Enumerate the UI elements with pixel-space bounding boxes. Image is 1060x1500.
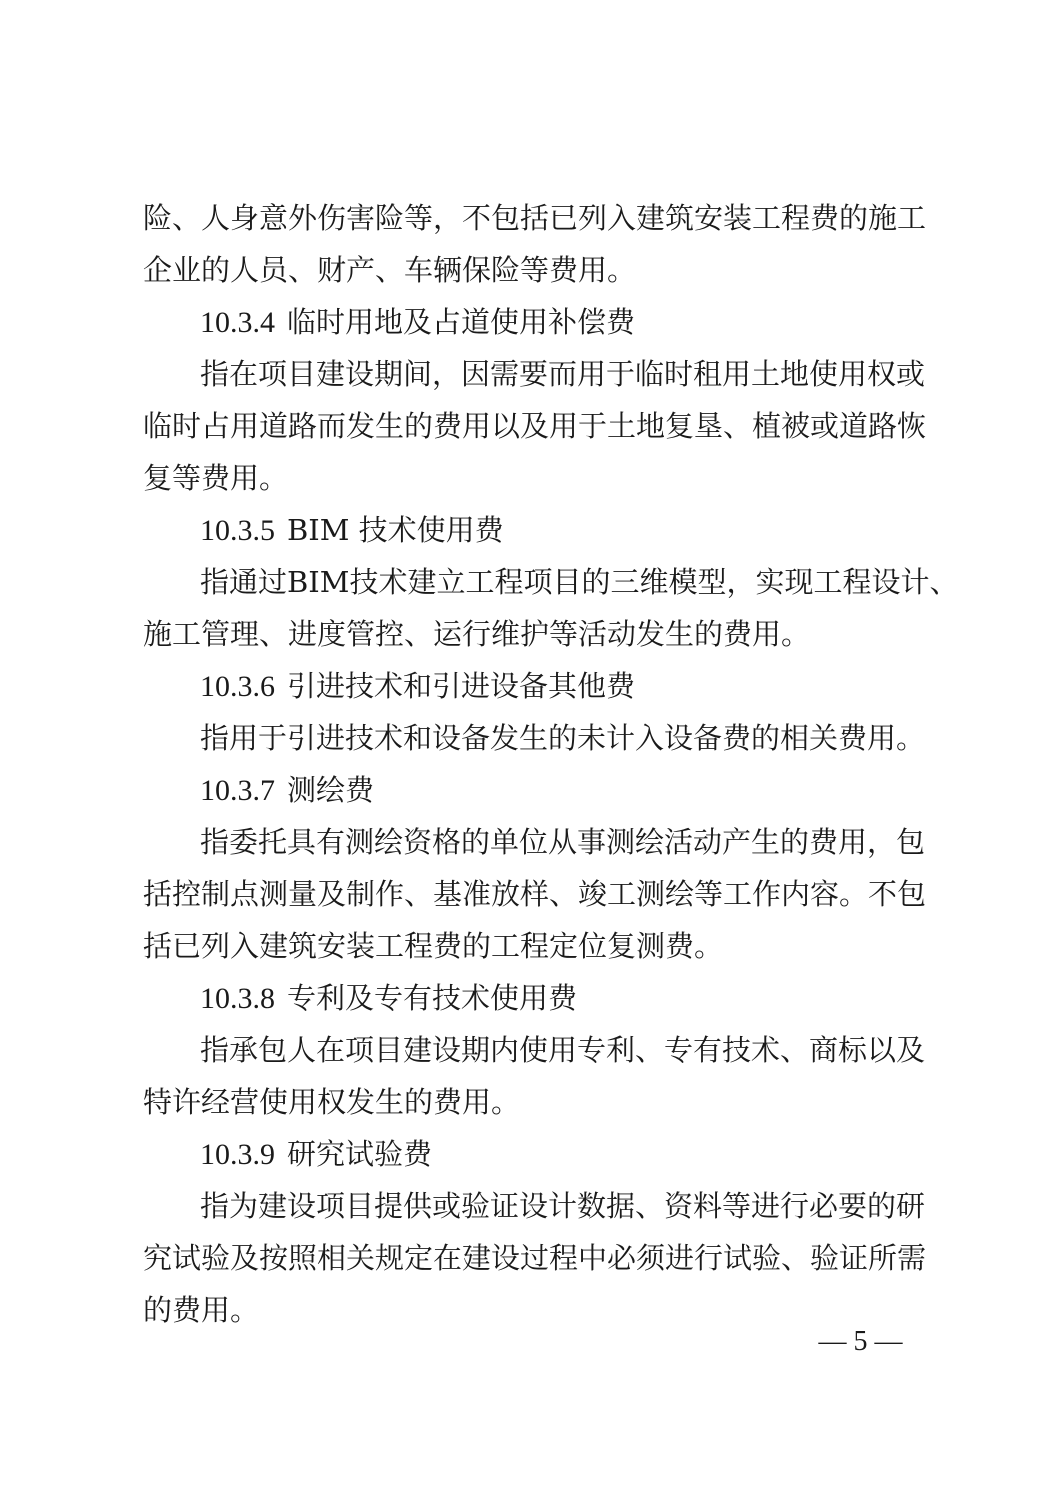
paragraph-line: 指承包人在项目建设期内使用专利、专有技术、商标以及 [200, 1033, 926, 1067]
section-title: 引进技术和引进设备其他费 [287, 669, 636, 703]
paragraph-line: 特许经营使用权发生的费用。 [143, 1085, 521, 1119]
page-number: — 5 — [818, 1326, 903, 1357]
section-number: 10.3.5 [200, 514, 275, 547]
document-body [143, 192, 959, 1336]
section-number: 10.3.4 [200, 306, 275, 339]
section-number: 10.3.8 [200, 982, 275, 1015]
section-heading-10-3-7 [143, 764, 913, 816]
section-number: 10.3.6 [200, 670, 275, 703]
paragraph-line: 施工管理、进度管控、运行维护等活动发生的费用。 [143, 617, 811, 651]
section-title: 临时用地及占道使用补偿费 [287, 305, 636, 339]
paragraph-line: 括已列入建筑安装工程费的工程定位复测费。 [143, 929, 724, 963]
paragraph-line: 指委托具有测绘资格的单位从事测绘活动产生的费用，包 [200, 825, 926, 859]
paragraph-line: 指在项目建设期间，因需要而用于临时租用土地使用权或 [200, 357, 926, 391]
paragraph-line: 企业的人员、财产、车辆保险等费用。 [143, 253, 637, 287]
section-title: 测绘费 [287, 773, 375, 807]
section-heading-10-3-6 [143, 660, 913, 712]
section-title: 研究试验费 [287, 1137, 433, 1171]
section-number: 10.3.7 [200, 774, 275, 807]
paragraph-line: 指通过BIM技术建立工程项目的三维模型，实现工程设计、 [200, 565, 959, 599]
paragraph-line: 险、人身意外伤害险等，不包括已列入建筑安装工程费的施工 [143, 201, 927, 235]
section-title: 专利及专有技术使用费 [287, 981, 578, 1015]
paragraph-line: 究试验及按照相关规定在建设过程中必须进行试验、验证所需 [143, 1241, 927, 1275]
section-title: BIM 技术使用费 [287, 513, 504, 547]
section-heading-10-3-4 [143, 296, 913, 348]
paragraph-line: 指用于引进技术和设备发生的未计入设备费的相关费用。 [200, 721, 926, 755]
paragraph-line: 临时占用道路而发生的费用以及用于土地复垦、植被或道路恢 [143, 409, 927, 443]
section-heading-10-3-8 [143, 972, 913, 1024]
section-heading-10-3-9 [143, 1128, 913, 1180]
paragraph-line: 的费用。 [143, 1293, 260, 1327]
section-heading-10-3-5 [143, 504, 913, 556]
paragraph-line: 复等费用。 [143, 461, 289, 495]
section-number: 10.3.9 [200, 1138, 275, 1171]
paragraph-line: 指为建设项目提供或验证设计数据、资料等进行必要的研 [200, 1189, 926, 1223]
paragraph-line: 括控制点测量及制作、基准放样、竣工测绘等工作内容。不包 [143, 877, 927, 911]
